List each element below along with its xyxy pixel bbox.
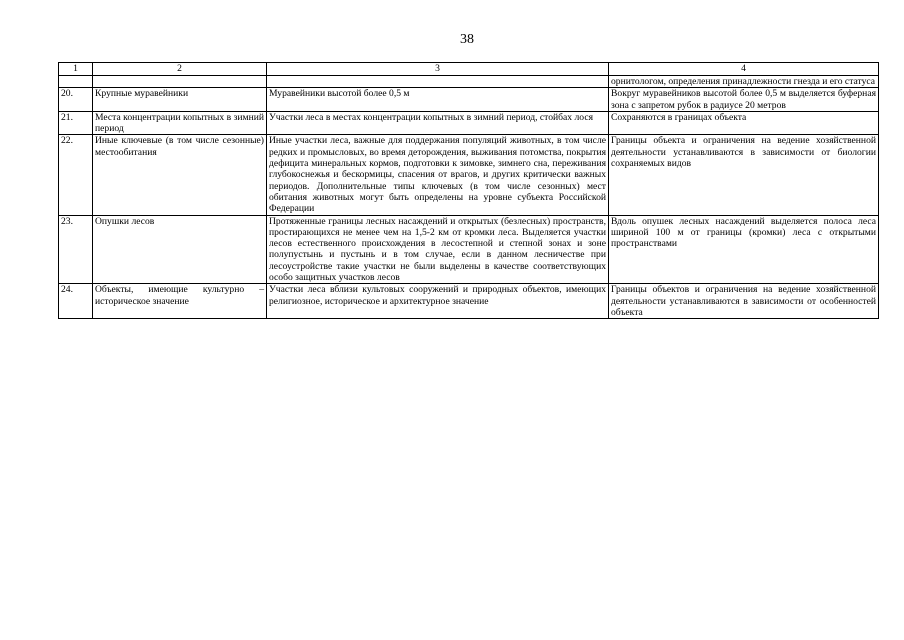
table-row bbox=[59, 284, 879, 319]
row-description: Участки леса в местах концентрации копытных в зимний период, стойбах лося bbox=[267, 111, 609, 135]
column-header-2: 2 bbox=[93, 63, 267, 76]
row-description: Муравейники высотой более 0,5 м bbox=[267, 88, 609, 112]
continuation-cell-regime: орнитологом, определения принадлежности гнезда и его статуса bbox=[609, 76, 879, 88]
column-header-3: 3 bbox=[267, 63, 609, 76]
column-header-4: 4 bbox=[609, 63, 879, 76]
row-object-name: Опушки лесов bbox=[93, 215, 267, 284]
row-object-name: Места концентрации копытных в зимний период bbox=[93, 111, 267, 135]
row-description: Иные участки леса, важные для поддержания популяций животных, в том числе редких и промысловых, во время деторождения, выживания потомства, покрытия дефицита минеральных кормов, подготовки к зимовке, зимнего сна, переживания глубокоснежья и бескормицы, спасения от врагов, и других критически важных периодов. Дополнительные типы ключевых (в том числе сезонных) мест обитания животных могут быть определены на уровне субъекта Российской Федерации bbox=[267, 135, 609, 215]
row-number: 22. bbox=[59, 135, 93, 215]
table-header-row bbox=[59, 63, 879, 76]
row-protection-regime: Границы объекта и ограничения на ведение хозяйственной деятельности устанавливаются в зависимости от биологии сохраняемых видов bbox=[609, 135, 879, 215]
row-protection-regime: Границы объектов и ограничения на ведение хозяйственной деятельности устанавливаются в зависимости от особенностей объекта bbox=[609, 284, 879, 319]
table-row bbox=[59, 215, 879, 284]
continuation-cell-name bbox=[93, 76, 267, 88]
page-number: 38 bbox=[460, 32, 474, 47]
continuation-cell-description bbox=[267, 76, 609, 88]
row-object-name: Иные ключевые (в том числе сезонные) местообитания bbox=[93, 135, 267, 215]
table-row bbox=[59, 111, 879, 135]
row-object-name: Крупные муравейники bbox=[93, 88, 267, 112]
key-habitats-table bbox=[58, 62, 879, 319]
row-protection-regime: Вокруг муравейников высотой более 0,5 м выделяется буферная зона с запретом рубок в радиусе 20 метров bbox=[609, 88, 879, 112]
continuation-cell-number bbox=[59, 76, 93, 88]
row-number: 21. bbox=[59, 111, 93, 135]
table-row bbox=[59, 88, 879, 112]
row-object-name: Объекты, имеющие культурно – историческое значение bbox=[93, 284, 267, 319]
row-protection-regime: Сохраняются в границах объекта bbox=[609, 111, 879, 135]
row-number: 24. bbox=[59, 284, 93, 319]
continuation-row bbox=[59, 76, 879, 88]
row-number: 23. bbox=[59, 215, 93, 284]
row-number: 20. bbox=[59, 88, 93, 112]
row-protection-regime: Вдоль опушек лесных насаждений выделяется полоса леса шириной 100 м от границы (кромки) леса с открытыми пространствами bbox=[609, 215, 879, 284]
table-row bbox=[59, 135, 879, 215]
row-description: Протяженные границы лесных насаждений и открытых (безлесных) пространств, простирающихся не менее чем на 1,5-2 км от кромки леса. Выделяется участки лесов естественного происхождения в лесостепной и степной зонах и зоне полупустынь и пустынь и в том случае, если в данном лесничестве при лесоустройстве такие участки не были выделены в качестве соответствующих особо защитных участков лесов bbox=[267, 215, 609, 284]
row-description: Участки леса вблизи культовых сооружений и природных объектов, имеющих религиозное, историческое и архитектурное значение bbox=[267, 284, 609, 319]
column-header-1: 1 bbox=[59, 63, 93, 76]
